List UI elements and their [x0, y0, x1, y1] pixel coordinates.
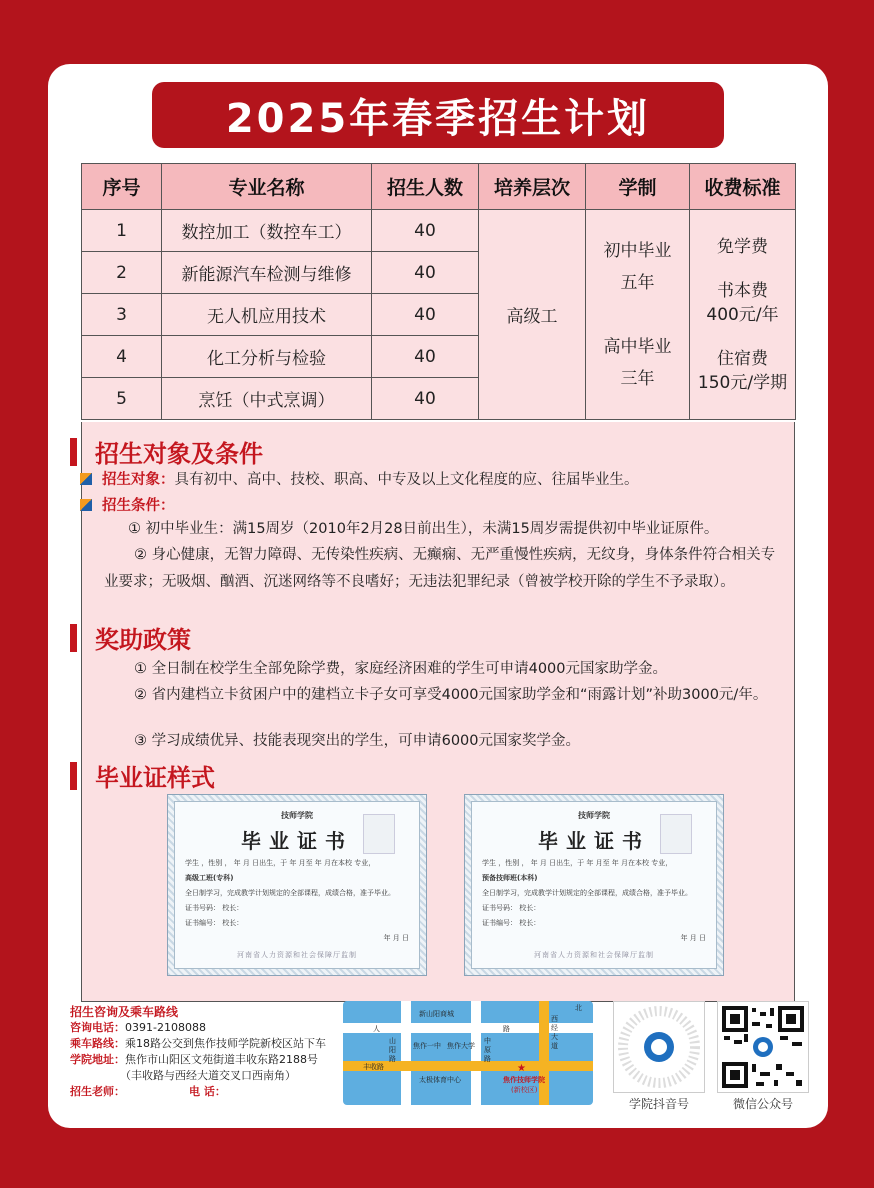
cert-date: 年 月 日	[383, 934, 409, 942]
map-label: 丰收路	[363, 1063, 384, 1071]
heading-text: 毕业证样式	[95, 764, 215, 792]
cert-level: 高级工班(专科)	[185, 874, 234, 882]
photo-placeholder	[363, 814, 395, 854]
heading-bar	[70, 762, 77, 790]
fee-line: 住宿费	[717, 348, 768, 369]
row-no: 1	[82, 210, 162, 252]
table-row	[82, 210, 796, 252]
certificate-sample-left	[167, 794, 427, 976]
target-label: 招生对象：	[102, 472, 175, 488]
phone-number: 0391-2108088	[125, 1021, 206, 1034]
cert-line: 证书编号： 校长：	[482, 919, 541, 927]
map-label: 路	[503, 1025, 510, 1033]
map-label: 人	[373, 1025, 380, 1033]
contact-info	[70, 1004, 326, 1100]
address-note: （丰收路与西经大道交叉口西南角）	[120, 1069, 296, 1082]
map-label: 西经大道	[551, 1015, 558, 1050]
heading-text: 招生对象及条件	[95, 440, 263, 468]
fee-cell	[690, 210, 796, 420]
condition-label: 招生条件：	[102, 498, 175, 514]
douyin-caption: 学院抖音号	[628, 1097, 689, 1111]
duration-cell	[586, 210, 690, 420]
heading-bar	[70, 438, 77, 466]
page-title: 2025年春季招生计划	[152, 82, 724, 148]
wechat-qr-code	[717, 1001, 809, 1093]
cert-line: 学生 ，性别 ， 年 月 日出生，于 年 月至 年 月在本校 专业，	[185, 859, 376, 867]
row-major: 新能源汽车检测与维修	[162, 252, 372, 294]
duration-line: 初中毕业	[603, 240, 672, 261]
route-label: 乘车路线：	[70, 1037, 125, 1050]
aid-1: ① 全日制在校学生全部免除学费，家庭经济困难的学生可申请4000元国家助学金。	[134, 661, 668, 677]
fee-line: 150元/学期	[697, 372, 788, 393]
row-major: 化工分析与检验	[162, 336, 372, 378]
cert-school: 技师学院	[578, 811, 610, 820]
photo-placeholder	[660, 814, 692, 854]
cert-issuer: 河南省人力资源和社会保障厅监制	[237, 951, 357, 959]
cert-line: 证书编号： 校长：	[185, 919, 244, 927]
tel-label: 电 话：	[189, 1085, 226, 1098]
cert-line: 学生 ，性别 ， 年 月 日出生，于 年 月至 年 月在本校 专业，	[482, 859, 673, 867]
phone-label: 咨询电话：	[70, 1021, 125, 1034]
row-count: 40	[372, 336, 479, 378]
col-header-count: 招生人数	[372, 164, 479, 210]
row-count: 40	[372, 294, 479, 336]
col-header-major: 专业名称	[162, 164, 372, 210]
location-star-icon: ★	[517, 1063, 526, 1074]
heading-text: 奖助政策	[95, 626, 191, 654]
row-no: 4	[82, 336, 162, 378]
col-header-level: 培养层次	[479, 164, 586, 210]
map-label: 太极体育中心	[419, 1076, 461, 1084]
map-label: 中原路	[484, 1037, 491, 1063]
row-no: 3	[82, 294, 162, 336]
section-heading-cert	[70, 758, 215, 793]
wechat-caption: 微信公众号	[732, 1097, 793, 1111]
cert-date: 年 月 日	[680, 934, 706, 942]
row-major: 烹饪（中式烹调）	[162, 378, 372, 420]
enrollment-table	[81, 163, 796, 420]
target-text: 具有初中、高中、技校、职高、中专及以上文化程度的应、往届毕业生。	[174, 472, 639, 488]
contact-heading: 招生咨询及乘车路线	[70, 1005, 179, 1019]
row-major: 无人机应用技术	[162, 294, 372, 336]
cert-line: 全日制学习，完成教学计划规定的全部课程，成绩合格，准予毕业。	[482, 889, 692, 897]
table-header-row	[82, 164, 796, 210]
cert-title: 毕业证书	[538, 829, 650, 853]
map-label: 焦作一中	[413, 1042, 441, 1050]
cert-line: 全日制学习，完成教学计划规定的全部课程，成绩合格，准予毕业。	[185, 889, 395, 897]
section-heading-aid	[70, 620, 191, 655]
cert-line: 证书号码： 校长：	[482, 904, 541, 912]
level-cell: 高级工	[479, 210, 586, 420]
duration-line: 三年	[620, 368, 655, 389]
aid-3: ③ 学习成绩优异、技能表现突出的学生，可申请6000元国家奖学金。	[134, 733, 581, 749]
cert-school: 技师学院	[281, 811, 313, 820]
condition-1: ① 初中毕业生：满15周岁（2010年2月28日前出生），未满15周岁需提供初中毕业证原件。	[128, 521, 719, 537]
certificate-sample-right	[464, 794, 724, 976]
poster-card	[48, 64, 828, 1128]
fee-line: 免学费	[717, 236, 768, 257]
route-map	[343, 1001, 593, 1105]
bullet-icon	[80, 499, 92, 511]
row-count: 40	[372, 210, 479, 252]
map-north: 北	[575, 1004, 582, 1012]
cert-line: 证书号码： 校长：	[185, 904, 244, 912]
row-major: 数控加工（数控车工）	[162, 210, 372, 252]
heading-bar	[70, 624, 77, 652]
map-label: 焦作大学	[447, 1042, 475, 1050]
bullet-icon	[80, 473, 92, 485]
fee-line: 400元/年	[706, 304, 779, 325]
aid-2: ② 省内建档立卡贫困户中的建档立卡子女可享受4000元国家助学金和“雨露计划”补助3000元/年。	[134, 687, 768, 703]
target-row	[80, 468, 639, 489]
route-text: 乘18路公交到焦作技师学院新校区站下车	[125, 1037, 326, 1050]
duration-line: 五年	[620, 272, 655, 293]
teacher-label: 招生老师：	[70, 1085, 125, 1098]
map-label: 山阳路	[389, 1037, 396, 1063]
cert-issuer: 河南省人力资源和社会保障厅监制	[534, 951, 654, 959]
section-heading-admission	[70, 434, 263, 469]
cert-title: 毕业证书	[241, 829, 353, 853]
fee-line: 书本费	[717, 280, 768, 301]
map-campus-label: (新校区)	[511, 1086, 538, 1094]
address-label: 学院地址：	[70, 1053, 125, 1066]
row-no: 2	[82, 252, 162, 294]
condition-row	[80, 494, 175, 515]
douyin-qr-code	[613, 1001, 705, 1093]
condition-2: ② 身心健康，无智力障碍、无传染性疾病、无癫痫、无严重慢性疾病，无纹身，身体条件符合相关专业要求；无吸烟、酗酒、沉迷网络等不良嗜好；无违法犯罪纪录（曾被学校开除的学生不予录取）。	[104, 547, 776, 590]
col-header-duration: 学制	[586, 164, 690, 210]
col-header-fee: 收费标准	[690, 164, 796, 210]
map-label: 新山阳商城	[419, 1010, 454, 1018]
map-school-label: 焦作技师学院	[503, 1076, 545, 1084]
address-text: 焦作市山阳区文苑街道丰收东路2188号	[125, 1053, 318, 1066]
row-count: 40	[372, 378, 479, 420]
duration-line: 高中毕业	[603, 336, 672, 357]
col-header-no: 序号	[82, 164, 162, 210]
cert-level: 预备技师班(本科)	[482, 874, 538, 882]
row-no: 5	[82, 378, 162, 420]
row-count: 40	[372, 252, 479, 294]
